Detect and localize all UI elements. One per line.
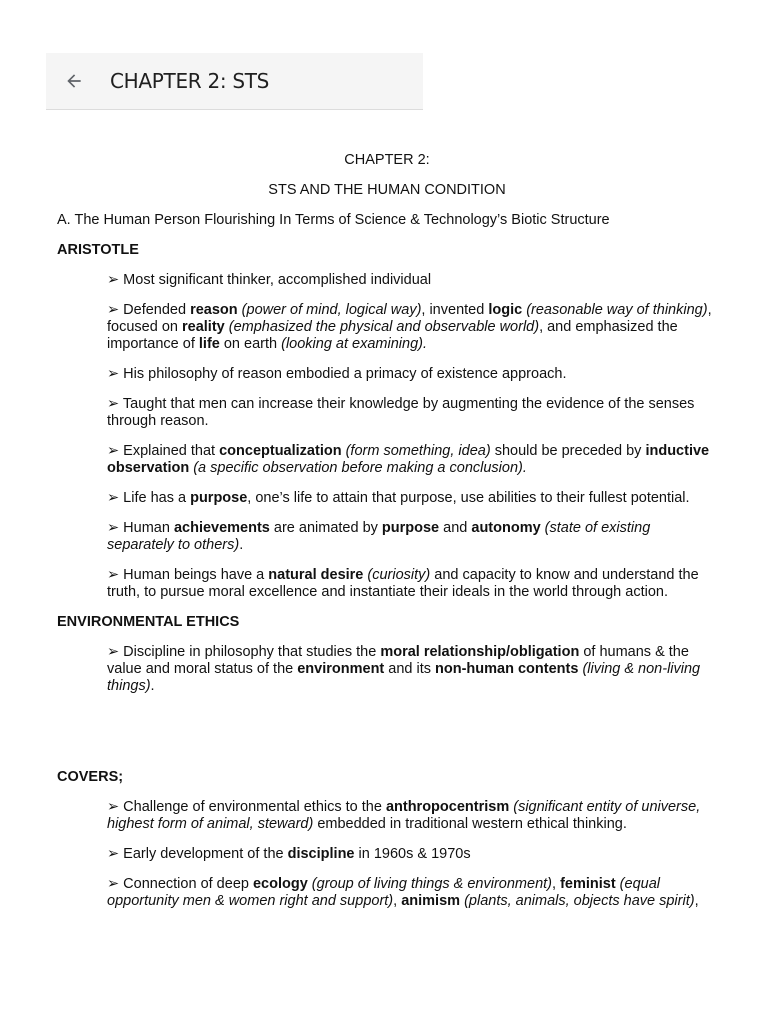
- bold-term: purpose: [190, 490, 248, 506]
- bold-term: life: [198, 336, 220, 352]
- section-heading: A. The Human Person Flourishing In Terms of Science & Technology’s Biotic Structure: [57, 212, 610, 228]
- list-item-text: ➢ Human beings have a: [107, 567, 269, 583]
- italic-note: (significant entity of universe, highest form of animal, steward): [107, 799, 701, 832]
- list-item-text: .: [150, 678, 155, 694]
- list-item-text: ➢ Challenge of environmental ethics to the: [107, 799, 386, 815]
- list-item: [107, 366, 717, 383]
- list-item-text: should be preceded by: [490, 443, 646, 459]
- bold-term: natural desire: [268, 567, 364, 583]
- italic-note: (emphasized the physical and observable world): [224, 319, 540, 335]
- italic-note: (plants, animals, objects have spirit): [460, 893, 695, 909]
- list-item: [107, 272, 717, 289]
- bold-term: achievements: [173, 520, 270, 536]
- list-item-text: ,: [694, 893, 699, 909]
- chapter-title: STS AND THE HUMAN CONDITION: [268, 182, 506, 198]
- list-item-text: ➢ Connection of deep: [107, 876, 253, 892]
- bold-term: non-human contents: [435, 661, 579, 677]
- bold-term: reality: [181, 319, 225, 335]
- list-item-text: and its: [384, 661, 436, 677]
- list-item-text: ➢ Defended: [107, 302, 191, 318]
- bold-term: conceptualization: [219, 443, 342, 459]
- list-item: [107, 490, 717, 507]
- list-item-text: , invented: [421, 302, 489, 318]
- bold-term: moral relationship/obligation: [380, 644, 580, 660]
- arrow-left-icon-graphic: [64, 71, 84, 91]
- italic-note: (reasonable way of thinking): [522, 302, 708, 318]
- bold-term: reason: [190, 302, 238, 318]
- list-item-text: ➢ Early development of the: [107, 846, 288, 862]
- italic-note: (power of mind, logical way): [237, 302, 422, 318]
- bold-term: animism: [401, 893, 461, 909]
- list-item: [107, 799, 717, 833]
- list-item-text: ,: [393, 893, 402, 909]
- bold-term: logic: [488, 302, 523, 318]
- list-item-text: are animated by: [269, 520, 382, 536]
- list-item: [107, 520, 717, 554]
- bold-term: autonomy: [471, 520, 541, 536]
- italic-note: (looking at examining).: [281, 336, 427, 352]
- app-bar: [46, 53, 423, 110]
- list-item: [107, 443, 717, 477]
- aristotle-heading: ARISTOTLE: [57, 242, 139, 258]
- list-item-text: ➢ Taught that men can increase their knowledge by augmenting the evidence of the senses through reason.: [107, 396, 695, 429]
- italic-note: (state of existing separately to others): [107, 520, 651, 553]
- list-item-text: ,: [552, 876, 561, 892]
- bold-term: anthropocentrism: [385, 799, 510, 815]
- bold-term: feminist: [560, 876, 616, 892]
- list-item-text: .: [239, 537, 244, 553]
- list-item: [107, 302, 717, 353]
- list-item: [107, 396, 717, 430]
- blank-space: [57, 708, 717, 769]
- list-item: [107, 876, 717, 910]
- bold-term: inductive observation: [107, 443, 710, 476]
- list-item-text: ➢ Discipline in philosophy that studies the: [107, 644, 381, 660]
- list-item-text: , one’s life to attain that purpose, use abilities to their fullest potential.: [247, 490, 690, 506]
- bold-term: discipline: [287, 846, 355, 862]
- italic-note: (living & non-living things): [107, 661, 701, 694]
- list-item-text: and: [439, 520, 472, 536]
- page-title: CHAPTER 2: STS: [110, 69, 270, 93]
- covers-heading: COVERS;: [57, 769, 124, 785]
- italic-note: (form something, idea): [341, 443, 491, 459]
- document-body: [57, 152, 717, 923]
- italic-note: (a specific observation before making a conclusion).: [189, 460, 527, 476]
- list-item-text: ➢ His philosophy of reason embodied a primacy of existence approach.: [107, 366, 567, 382]
- list-item-text: ➢ Human: [107, 520, 174, 536]
- bold-term: ecology: [252, 876, 308, 892]
- list-item-text: in 1960s & 1970s: [354, 846, 471, 862]
- italic-note: (equal opportunity men & women right and support): [107, 876, 660, 909]
- list-item-text: and capacity to know and understand the truth, to pursue moral excellence and instantiate their ideals in the world through action.: [107, 567, 699, 600]
- environmental-ethics-heading: ENVIRONMENTAL ETHICS: [57, 614, 240, 630]
- arrow-left-icon[interactable]: [62, 69, 86, 93]
- list-item-text: on earth: [219, 336, 282, 352]
- bold-term: purpose: [381, 520, 440, 536]
- italic-note: (group of living things & environment): [307, 876, 552, 892]
- list-item: [107, 846, 717, 863]
- list-item-text: ➢ Life has a: [107, 490, 191, 506]
- chapter-label: CHAPTER 2:: [344, 152, 430, 168]
- bold-term: environment: [297, 661, 385, 677]
- list-item-text: ➢ Explained that: [107, 443, 220, 459]
- list-item: [107, 644, 717, 695]
- list-item-text: of humans & the value and moral status of the: [107, 644, 689, 677]
- list-item: [107, 567, 717, 601]
- list-item-text: embedded in traditional western ethical thinking.: [313, 816, 627, 832]
- list-item-text: ➢ Most significant thinker, accomplished individual: [107, 272, 432, 288]
- list-item-text: , focused on: [107, 302, 712, 335]
- list-item-text: , and emphasized the importance of: [107, 319, 678, 352]
- italic-note: (curiosity): [363, 567, 431, 583]
